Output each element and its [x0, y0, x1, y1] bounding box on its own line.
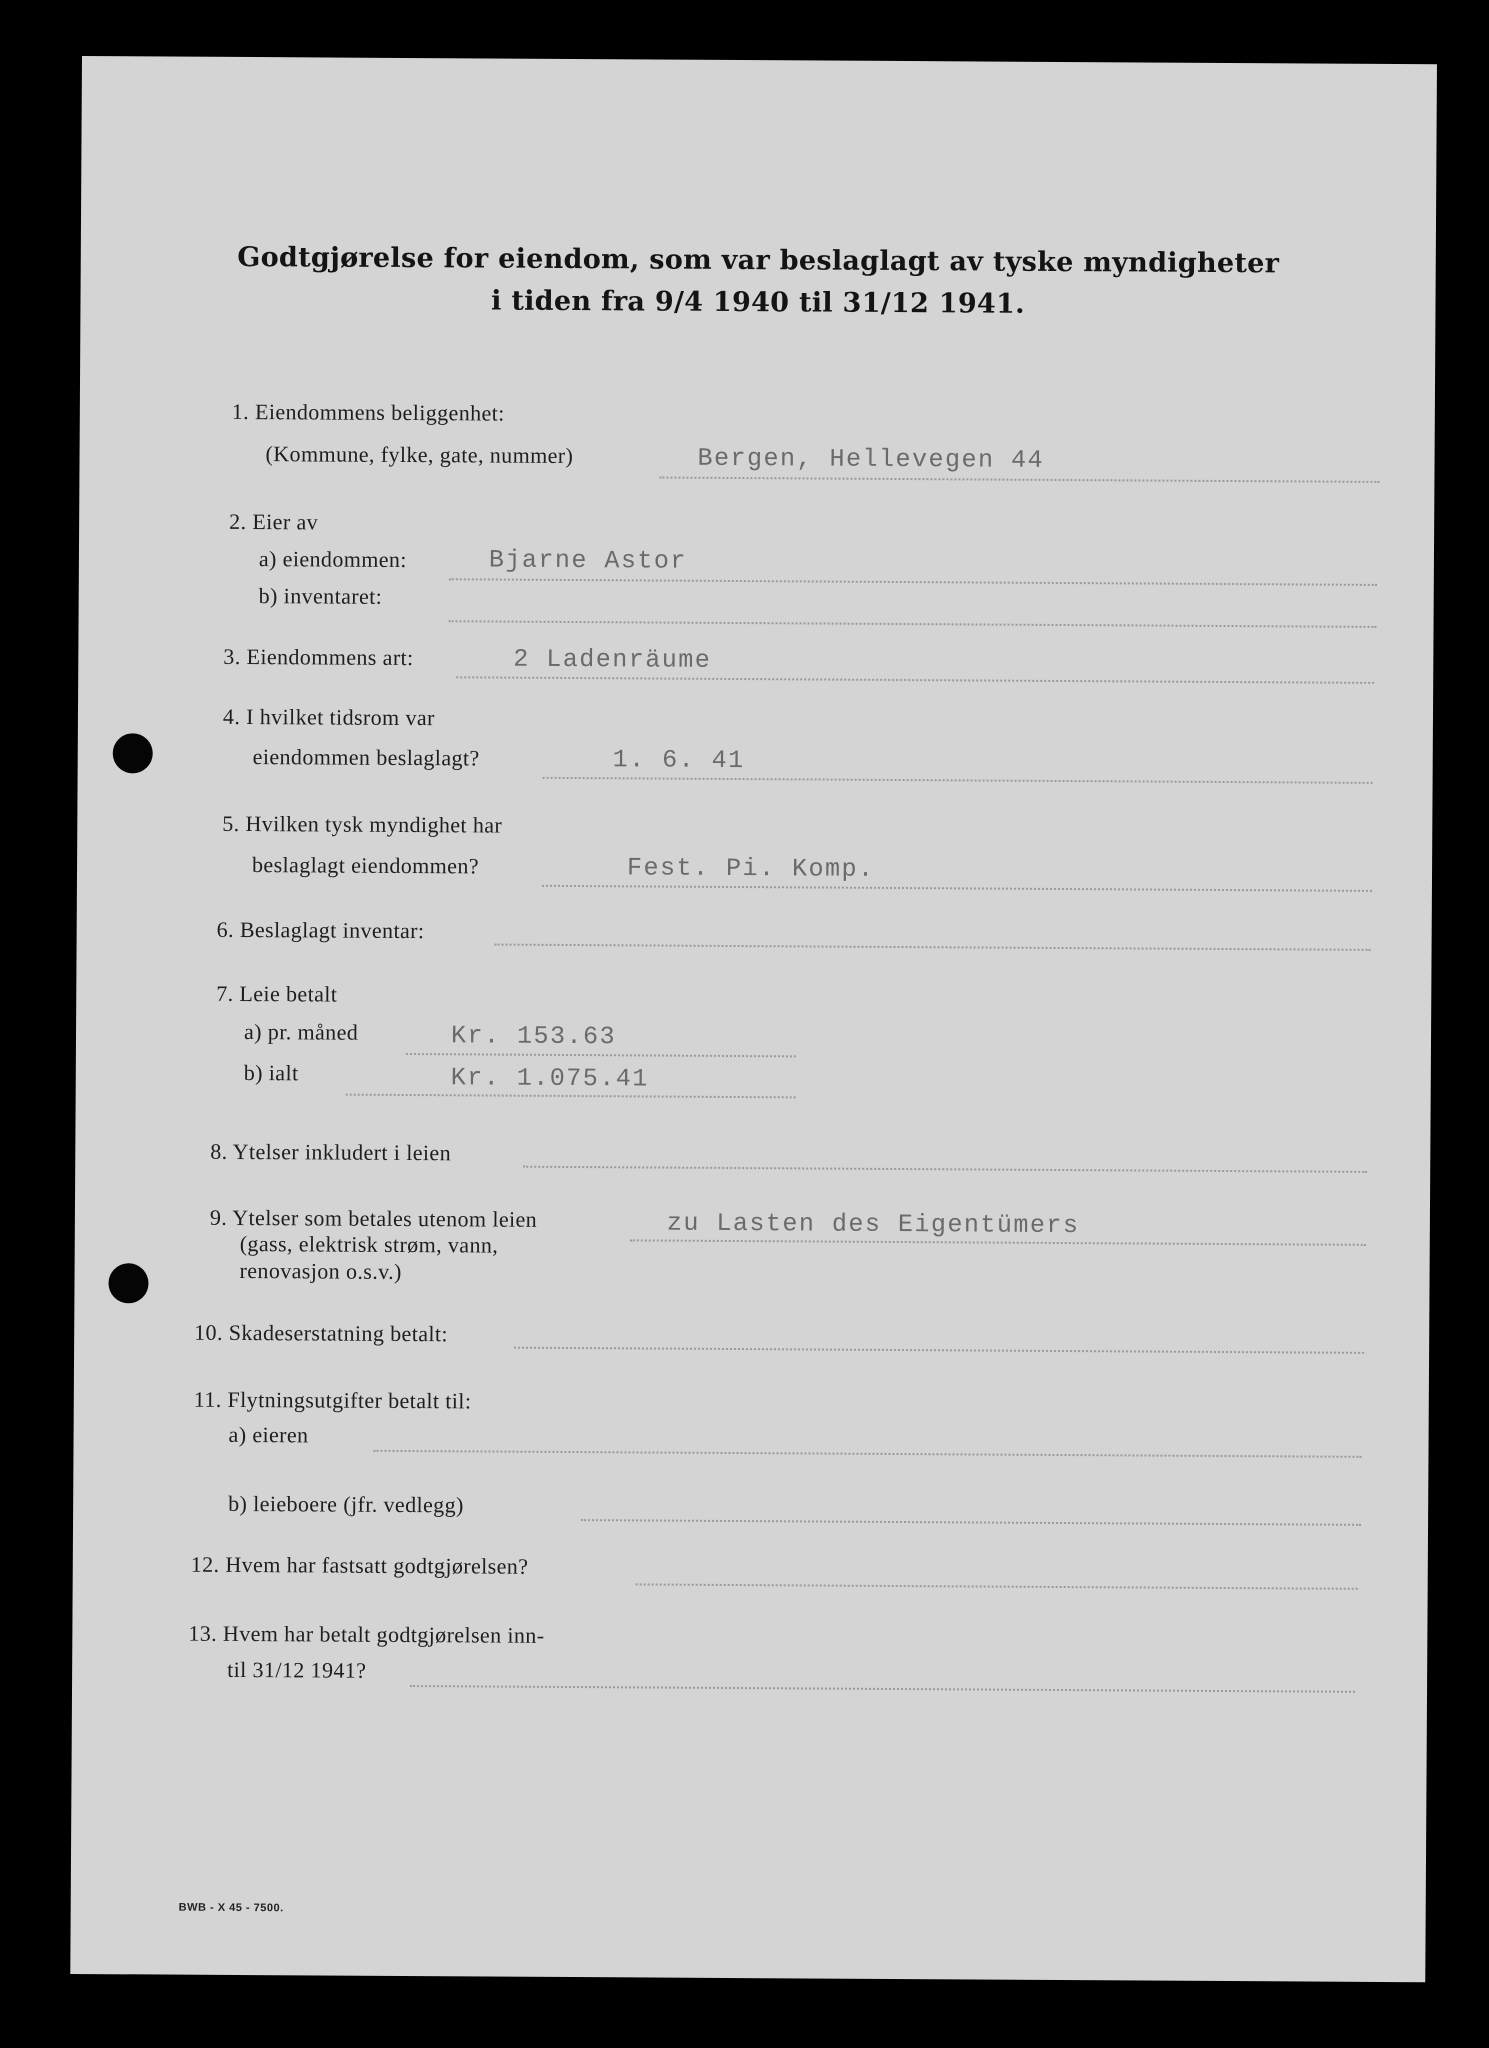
q5-label-cont: beslaglagt eiendommen?	[251, 852, 480, 879]
q2a-label: a) eiendommen:	[258, 546, 407, 572]
form-page	[70, 56, 1437, 1982]
punch-hole-lower	[108, 1263, 148, 1303]
q7b-answer-line	[346, 1094, 796, 1099]
q11-label: 11. Flytningsutgifter betalt til:	[193, 1386, 472, 1414]
q12-label: 12. Hvem har fastsatt godtgjørelsen?	[190, 1551, 529, 1579]
q6-label: 6. Beslaglagt inventar:	[216, 916, 425, 944]
q8-answer-line	[523, 1166, 1367, 1173]
q1-answer-line	[659, 477, 1379, 483]
q5-label: 5. Hvilken tysk myndighet har	[222, 810, 503, 838]
q13-label: 13. Hvem har betalt godtgjørelsen inn-	[188, 1620, 545, 1648]
form-title-line1: Godtgjørelse for eiendom, som var beslaglagt av tyske myndigheter	[237, 241, 1280, 280]
q7-label: 7. Leie betalt	[216, 980, 338, 1007]
q4-answer-line	[543, 777, 1373, 784]
q7a-answer: Kr. 153.63	[450, 1021, 617, 1052]
q7a-answer-line	[406, 1053, 796, 1057]
q13-answer-line	[410, 1685, 1355, 1693]
q2a-answer-line	[449, 578, 1377, 586]
form-print-code: BWB - X 45 - 7500.	[178, 1901, 284, 1915]
q9-answer-line	[630, 1239, 1366, 1245]
q4-label: 4. I hvilket tidsrom var	[222, 703, 435, 731]
q11b-label: b) leieboere (jfr. vedlegg)	[228, 1490, 464, 1518]
q11a-answer-line	[373, 1450, 1361, 1458]
q1-sublabel: (Kommune, fylke, gate, nummer)	[265, 441, 574, 469]
q11b-answer-line	[581, 1519, 1361, 1526]
q13-label-cont: til 31/12 1941?	[227, 1656, 367, 1683]
q2-label: 2. Eier av	[229, 508, 319, 535]
q12-answer-line	[636, 1583, 1358, 1589]
q7b-label: b) ialt	[243, 1060, 299, 1086]
q3-answer-line	[456, 676, 1374, 684]
form-title-line2: i tiden fra 9/4 1940 til 31/12 1941.	[491, 285, 1025, 320]
q4-answer: 1. 6. 41	[612, 745, 745, 776]
q7a-label: a) pr. måned	[243, 1019, 359, 1045]
q9-label: 9. Ytelser som betales utenom leien	[209, 1204, 538, 1232]
q9-label-cont2: renovasjon o.s.v.)	[239, 1257, 402, 1284]
q2b-answer-line	[449, 620, 1377, 628]
q7b-answer: Kr. 1.075.41	[450, 1063, 649, 1094]
q2b-label: b) inventaret:	[258, 583, 383, 609]
q1-answer: Bergen, Hellevegen 44	[697, 443, 1045, 475]
q4-label-cont: eiendommen beslaglagt?	[252, 744, 480, 771]
q2a-answer: Bjarne Astor	[488, 545, 688, 576]
q9-answer: zu Lasten des Eigentümers	[666, 1208, 1080, 1241]
q8-label: 8. Ytelser inkludert i leien	[210, 1138, 452, 1166]
q11a-label: a) eieren	[228, 1421, 309, 1448]
q10-answer-line	[514, 1347, 1364, 1354]
q9-label-cont: (gass, elektrisk strøm, vann,	[239, 1230, 499, 1258]
q5-answer: Fest. Pi. Komp.	[626, 853, 875, 884]
q5-answer-line	[542, 885, 1372, 892]
q1-label: 1. Eiendommens beliggenhet:	[231, 398, 505, 426]
q10-label: 10. Skadeserstatning betalt:	[194, 1319, 449, 1347]
q3-label: 3. Eiendommens art:	[223, 643, 414, 671]
q6-answer-line	[495, 944, 1371, 951]
punch-hole-upper	[113, 733, 153, 773]
q3-answer: 2 Ladenräume	[513, 644, 712, 675]
